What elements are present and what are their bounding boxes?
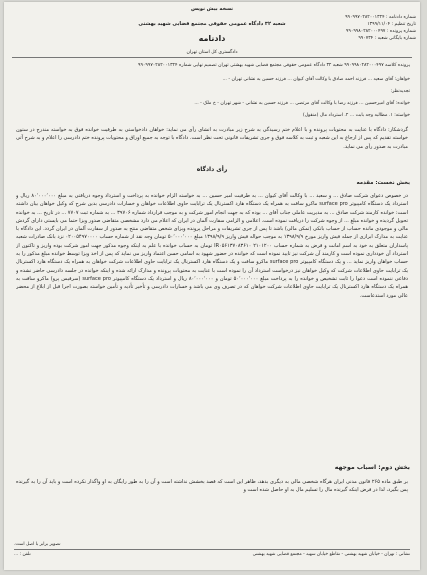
document-title: دادنامه (198, 34, 226, 43)
document-header (12, 6, 416, 58)
certified-copy-note: تصویر برابر با اصل است. (14, 542, 61, 547)
copy-label: نسخه بیش نویس (190, 6, 234, 12)
proceedings-paragraph: گردشکار: دادگاه با عنایت به محتویات پرونده و با اعلام ختم رسیدگی به شرح زیر مبادرت به انشای رأی می نماید: خواهان دادخواستی به طرفیت خوانده فوق به خواسته مندرج در ستون خواسته تقدیم که پس از ارجاع به این شعبه و ثبت به کلاسه فوق و جری تشریفات قانونی تحت نظر است. دادگاه با توجه به جمیع اوراق و محتویات پرونده ختم دادرسی را اعلام و به شرح آتی مبادرت به صدور رأی می نماید. (16, 127, 408, 150)
part2-paragraph: بر طبق ماده ۲۶۵ قانون مدنی ایران هرگاه شخصی مالی به دیگری بدهد، ظاهر این است که قصد بخشش نداشته است و آن را به طور رایگان به او واگذار نکرده است و باید آن را به گیرنده پس بگیرد، لذا در فرض اینکه گیرنده مال را تسلیم مال به او حاصل شده است و (16, 479, 408, 494)
part1-paragraph: در خصوص دعوای شرکت صادق ... و سعید ... با وکالت آقای کیوان ... به طرفیت امیر حسین ... به خواسته الزام خوانده به پرداخت و استرداد وجوه دریافتی به مبلغ ۸۰٬۰۰۰٬۰۰۰ ریال و استرداد یک دستگاه کامپیوتر surface pro ماکرو سافت به همراه یک دستگاه هارد اکسترنال یک ترابایت حاوی اطلاعات خواهان و خسارات دادرسی بدین شرح که وکیل خواهان بیان داشته است: خوانده کارمند شرکت صادق ... به مدیریت عاملی جناب آقای ... بوده که به جهت انجام امور شرکت و به موجب قرارداد شماره ۳۹۷۰۶ ... به شماره ثبت ۷۷۰۷ ... در تاریخ ... به خوانده تحویل گردیده و خوانده مبلغ ... از وجوه شرکت را دریافت نموده است. اعلامی و الزامی سفارت آلمان در ایران که اعلام می دارد مشخصی متقاضی صدور ویزا حتما می بایستی دارای گردش مالی و موجودی مانده حساب از حساب بانکی (تمکن مالی) باشد تا پس از جری تشریفات و مراحل پرونده ویزای شخص متقاضی منتج به صدور از سفارت آلمان در ایران گردد. این دادگاه با عنایت به مدارک ابرازی از جمله فیش واریز مورخ ۱۳۹۸/۹/۹ به موجب حواله فیش واریز ۱۳۹۸/۹/۹ مبلغ ۵۰٬۰۰۰٬۰۰۰ تومان وجه نقد از شماره حساب ۰۲۰۰۵۴۹۷۰۰۰۰ نزد بانک صادرات شعبه پاسداران متعلق به خود به اسم امانت و قرض به شماره حساب IR۰۵۶۱۳۷۰۸۳۶۱۰ ۲۱۰۱۲۰۰ تومان به حساب خوانده با علم به اینکه وجوه مذکور جهت امور شرکت بوده واریز و تاکنون از استرداد آن خودداری نموده است و کارمند آن شرکت نیز تایید نموده است که خوانده در حضور شهود به اسامی حسن اعتماد واریز می نماید که پس از اخذ ویزا توسط خوانده مبلغ مذکور را به حساب خواهان واریز نماید ... و یک دستگاه کامپیوتر surface pro ماکرو سافت و یک دستگاه هارد اکسترنال یک ترابایت حاوی اطلاعات شرکت خواهان به همراه یک دستگاه هارد اکسترنال یک ترابایت حاوی اطلاعات شرکت که وکیل خواهان نیز درخواست استرداد آن را نموده است با عنایت به محتویات پرونده و مدارک ارائه شده و اینکه خوانده در جلسه دادرسی حاضر نشده و دفاعی ننموده است دعوا را ثابت تشخیص و خوانده را به پرداخت مبلغ ۵۰٬۰۰۰٬۰۰۰ تومان و ۸۰٬۰۰۰٬۰۰۰ ریال و استرداد یک دستگاه کامپیوتر surface pro (سرفیس پرو) ماکرو سافت به همراه یک دستگاه هارد اکسترنال یک ترابایت حاوی اطلاعات شرکت خواهان که در تصرف وی می باشد و خسارات دادرسی و تأخیر تأدیه و تأمین خواسته بصورت اجرا قبل از ابلاغ از محضر عالی مورد استدعاست. (16, 193, 408, 299)
header-divider (12, 57, 412, 58)
document-footer (14, 542, 410, 566)
plaintiff-line: خواهان: آقای سعید ... فرزند احمد صادق با وکالت آقای کیوان ... فرزند حسین به نشانی تهران - ... (222, 77, 410, 82)
meta-verdict-number: شماره دادنامه : ۹۹۰۹۹۷۰۲۸۲۰۰۱۳۲۴ (345, 15, 416, 20)
footer-divider (14, 549, 410, 550)
verdict-title: رأی دادگاه (196, 166, 228, 173)
court-phone: تلفن : ... (14, 552, 31, 557)
document-page (4, 2, 420, 570)
defendant-line: خوانده: آقای امیرحسین ... فرزند رضا با وکالت آقای مرتضی ... فرزند حسین به نشانی - شهر تهران - خ ملک - ... (194, 101, 410, 106)
court-name: دادگستری کل استان تهران (186, 50, 238, 55)
court-branch: شعبه ۳۲ دادگاه عمومی حقوقی مجتمع قضایی شهید بهشتی (138, 21, 286, 27)
meta-archive-number: شماره بایگانی شعبه : ۹۹۰۷۳۴ (358, 36, 416, 41)
claim-line: خواسته: ۱. مطالبه وجه بابت ... ۲. استرداد مال (منقول) (302, 113, 410, 118)
part1-title: بخش نخست: مقدمه (356, 180, 410, 186)
case-line: پرونده کلاسه ۹۹۰۹۹۸۰۲۸۲۰۰۰۴۹۷ شعبه ۳۲ دادگاه عمومی حقوقی مجتمع قضایی شهید بهشتی تهران تصمیم نهایی شماره ۹۹۰۹۹۷۰۲۸۲۰۰۱۳۲۴ (138, 63, 410, 68)
meta-case-number: شماره پرونده : ۹۹۰۹۹۸۰۲۸۲۰۰۰۴۹۷ (345, 29, 416, 34)
court-address: نشانی : تهران - خیابان شهید بهشتی - تقاطع خیابان سهیه - مجتمع قضایی شهید بهشتی (252, 552, 410, 557)
meta-date: تاریخ تنظیم : ۱۳۹۹/۱۱/۰۴ (367, 22, 416, 27)
part2-title: بخش دوم: اسباب موجهه (334, 464, 410, 471)
appeal-line: تجدیدنظر: (390, 89, 410, 94)
